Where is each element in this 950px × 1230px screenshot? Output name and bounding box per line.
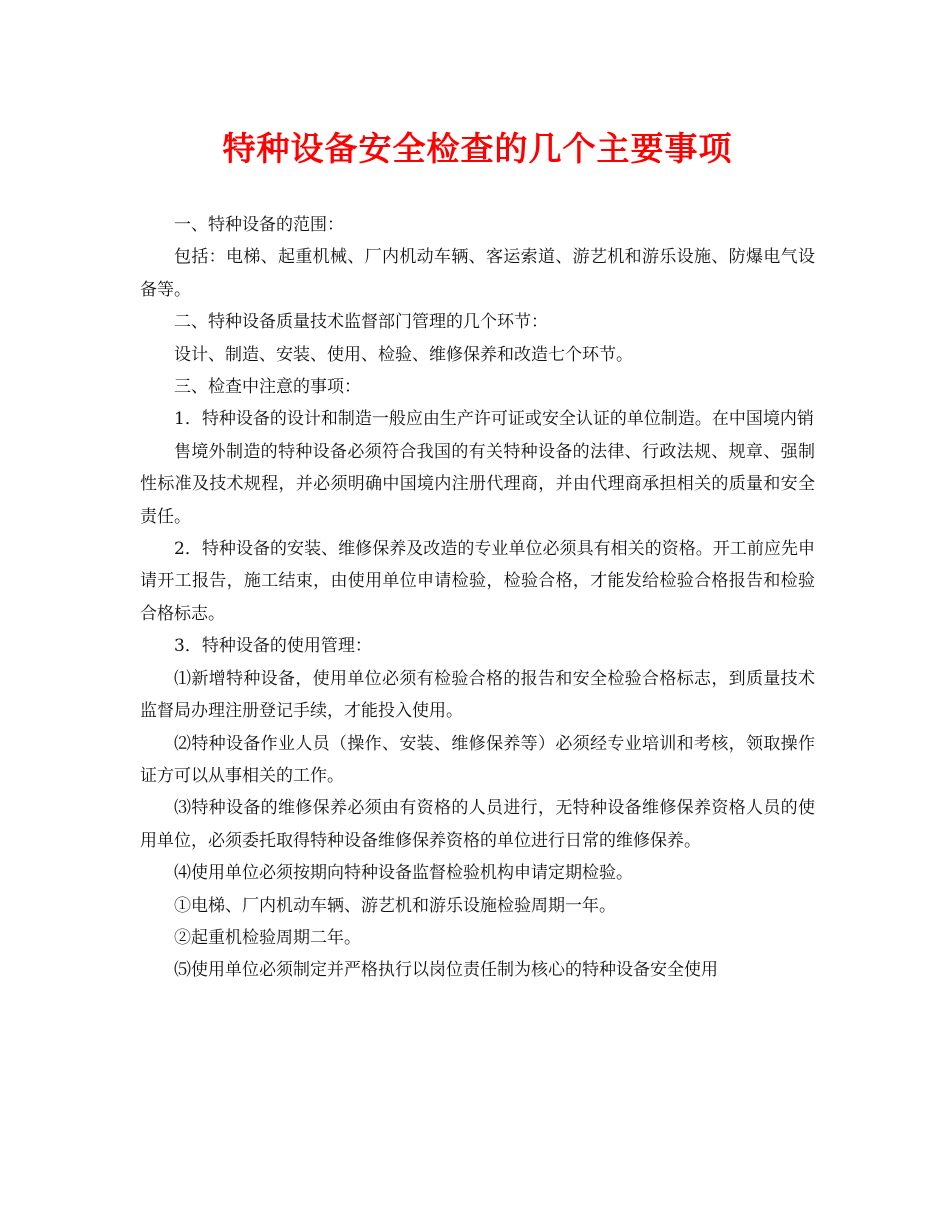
paragraph: 售境外制造的特种设备必须符合我国的有关特种设备的法律、行政法规、规章、强制性标准及技术规程，并必须明确中国境内注册代理商，并由代理商承担相关的质量和安全责任。 — [140, 441, 815, 527]
paragraph: 包括：电梯、起重机械、厂内机动车辆、客运索道、游艺机和游乐设施、防爆电气设备等。 — [140, 247, 815, 300]
paragraph: 设计、制造、安装、使用、检验、维修保养和改造七个环节。 — [174, 344, 633, 365]
paragraph: ②起重机检验周期二年。 — [174, 927, 361, 948]
paragraph: 一、特种设备的范围： — [174, 215, 344, 235]
paragraph: ⑴新增特种设备，使用单位必须有检验合格的报告和安全检验合格标志，到质量技术监督局办理注册登记手续，才能投入使用。 — [140, 668, 815, 722]
paragraph: 3．特种设备的使用管理： — [174, 636, 372, 657]
paragraph: ⑷使用单位必须按期向特种设备监督检验机构申请定期检验。 — [174, 863, 633, 884]
paragraph: ⑵特种设备作业人员（操作、安装、维修保养等）必须经专业培训和考核，领取操作证方可以从事相关的工作。 — [140, 733, 815, 786]
paragraph: 2．特种设备的安装、维修保养及改造的专业单位必须具有相关的资格。开工前应先申请开工报告，施工结束，由使用单位申请检验，检验合格，才能发给检验合格报告和检验合格标志。 — [140, 539, 815, 624]
paragraph: 二、特种设备质量技术监督部门管理的几个环节： — [174, 312, 548, 333]
paragraph: ⑶特种设备的维修保养必须由有资格的人员进行，无特种设备维修保养资格人员的使用单位，必须委托取得特种设备维修保养资格的单位进行日常的维修保养。 — [140, 798, 815, 851]
paragraph: ⑸使用单位必须制定并严格执行以岗位责任制为核心的特种设备安全使用 — [174, 960, 718, 981]
paragraph: 三、检查中注意的事项： — [174, 377, 361, 398]
document-title: 特种设备安全检查的几个主要事项 — [222, 129, 733, 168]
document-body — [140, 209, 815, 987]
paragraph: 1．特种设备的设计和制造一般应由生产许可证或安全认证的单位制造。在中国境内销 — [174, 409, 814, 430]
paragraph: ①电梯、厂内机动车辆、游艺机和游乐设施检验周期一年。 — [174, 895, 616, 916]
